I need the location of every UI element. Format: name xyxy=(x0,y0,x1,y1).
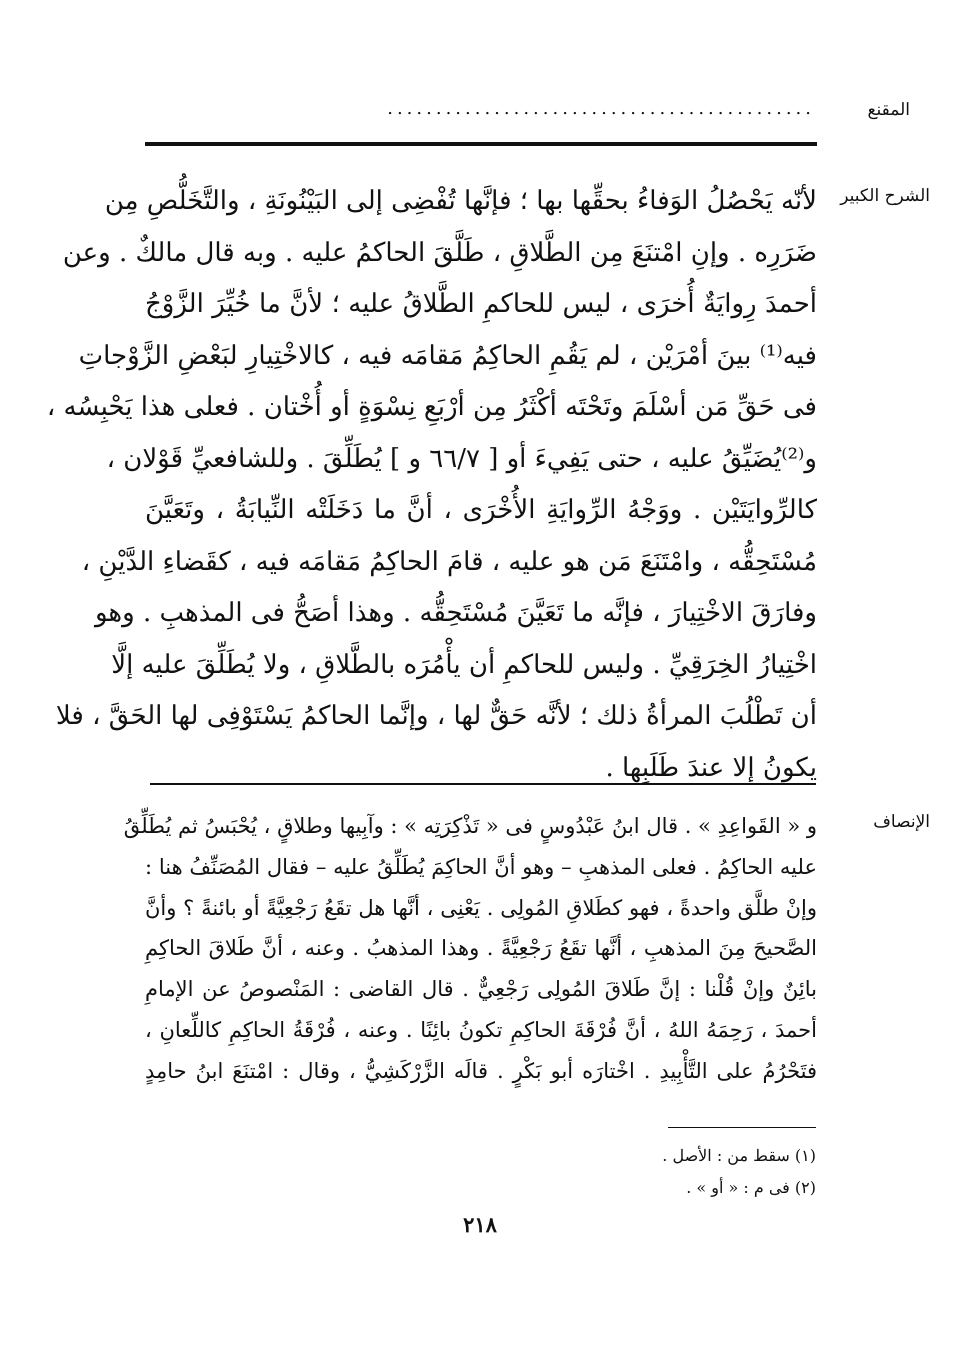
book-title: المقنع xyxy=(867,100,910,120)
sharh-line: فى حَقِّ مَن أسْلَمَ وتَحْتَه أكْثَرُ مِن أرْبَعِ نِسْوَةٍ أو أُخْتان . فعلى هذا يَحْبِسُه ، xyxy=(46,392,817,422)
sharh-line: ضَرَرِه . وإنِ امْتنَعَ مِن الطَّلاقِ ، طَلَّقَ الحاكمُ عليه . وبه قال مالكٌ . وعن xyxy=(62,237,817,268)
insaf-line: أحمدَ ، رَحِمَهُ اللهُ ، أنَّ فُرْقَةَ الحاكِمِ تكونُ بائِنًا . وعنه ، فُرْقَةُ الحاكِمِ كاللِّعانِ ، xyxy=(145,1017,817,1042)
page-number: ٢١٨ xyxy=(463,1212,497,1237)
sharh-line: وفارَقَ الاخْتِيارَ ، فإنَّه ما تَعَيَّنَ مُسْتَحِقُّه . وهذا أصَحُّ فى المذهبِ . وهو xyxy=(94,598,817,628)
footnote-rule xyxy=(668,1127,816,1128)
sharh-line: أن تَطْلُبَ المرأةُ ذلك ؛ لأنَّه حَقٌّ لها ، وإنَّما الحاكمُ يَسْتَوْفِى لها الحَقَّ ، فلا xyxy=(55,701,817,731)
section-label-insaf: الإنصاف xyxy=(873,812,930,832)
header-rule xyxy=(145,142,817,146)
sharh-line: يكونُ إلا عندَ طَلَبِها . xyxy=(605,752,817,783)
sharh-line: و⁽²⁾يُضَيِّقُ عليه ، حتى يَفِيءَ أو [ ٦٦/٧ و ] يُطَلِّقَ . وللشافعيِّ قَوْلان ، xyxy=(106,443,817,474)
insaf-text-block xyxy=(123,806,817,1092)
sharh-line: لأنّه يَحْصُلُ الوَفاءُ بحقِّها بها ؛ فإنَّها تُفْضِى إلى البَيْنُونَةِ ، والتَّخَلُّصِ مِن xyxy=(104,186,817,216)
insaf-line: وإنْ طلَّق واحدةً ، فهو كطَلاقِ المُولِى . يَعْنِى ، أنَّها هل تقَعُ رَجْعِيَّةً أو بائنةً ؟ وأنَّ xyxy=(145,895,817,920)
section-label-sharh: الشرح الكبير xyxy=(840,186,930,206)
footnotes xyxy=(300,1140,816,1204)
sharh-line: اخْتِيارُ الخِرَقِيِّ . وليس للحاكمِ أن يأْمُرَه بالطَّلاقِ ، ولا يُطَلِّقَ عليه إلَّا xyxy=(111,649,817,680)
sharh-line: مُسْتَحِقُّه ، وامْتَنَعَ مَن هو عليه ، قامَ الحاكِمُ مَقامَه فيه ، كقَضاءِ الدَّيْنِ ، xyxy=(81,546,817,577)
sharh-line: كالرِّوايَتَيْن . ووَجْهُ الرِّوايَةِ الأُخْرَى ، أنَّ ما دَخَلَتْه النِّيابَةُ ، وتَعَيَّنَ xyxy=(145,495,817,525)
header-dot-leader: ............................................ xyxy=(387,98,815,119)
sharh-line: فيه⁽¹⁾ بينَ أمْرَيْن ، لم يَقُمِ الحاكِمُ مَقامَه فيه ، كالاخْتِيارِ لبَعْضِ الزَّوْجاتِ xyxy=(78,340,817,371)
section-divider xyxy=(150,783,816,785)
sharh-line: أحمدَ رِوايَةٌ أُخرَى ، ليس للحاكمِ الطَّلاقُ عليه ؛ لأنَّ ما خُيِّرَ الزَّوْجُ xyxy=(145,289,817,319)
insaf-line: بائِنٌ وإنْ قُلْنا : إنَّ طَلاقَ المُولِى رَجْعِيٌّ . قال القاضى : المَنْصوصُ عن الإمامِ xyxy=(145,977,817,1002)
insaf-line: و « القَواعِدِ » . قال ابنُ عَبْدُوسٍ فى « تَذْكِرَتِه » : وآبِيها وطلاقٍ ، يُحْبَسُ ثم يُطَلِّقُ xyxy=(123,814,817,838)
running-head xyxy=(140,98,910,128)
footnote-2: (٢) فى م : « أو » . xyxy=(686,1178,816,1197)
sharh-text-block xyxy=(46,176,817,794)
footnote-1: (١) سقط من : الأصل . xyxy=(662,1146,816,1165)
insaf-line: عليه الحاكِمُ . فعلى المذهبِ – وهو أنَّ الحاكِمَ يُطَلِّقُ عليه – فقال المُصَنِّفُ هنا : xyxy=(145,854,817,879)
insaf-line: فتَحْرُمُ على التَّأْبِيدِ . اخْتارَه أبو بَكْرٍ . قالَه الزَّرْكَشِيُّ ، وقال : امْتنَعَ ابنُ حامِدٍ xyxy=(145,1058,817,1083)
insaf-line: الصَّحيحَ مِنَ المذهبِ ، أنَّها تقَعُ رَجْعِيَّةً . وهذا المذهبُ . وعنه ، أنَّ طَلاقَ الحاكِمِ xyxy=(145,936,817,961)
